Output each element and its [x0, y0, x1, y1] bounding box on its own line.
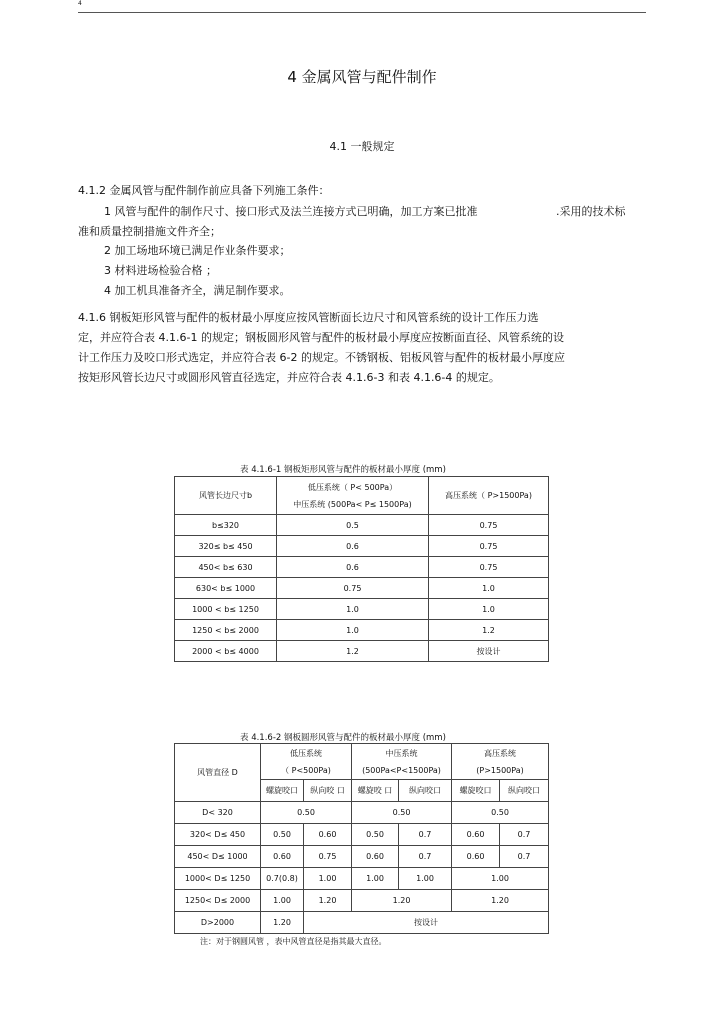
- table-row: [175, 846, 549, 868]
- table2-low-label: 低压系统: [290, 748, 322, 758]
- table-row: [175, 599, 549, 620]
- table2-cell: 0.75: [304, 846, 352, 868]
- clause-4-1-6-line1: 4.1.6 钢板矩形风管与配件的板材最小厚度应按风管断面长边尺寸和风管系统的设计工作压力选: [78, 311, 539, 324]
- table2-cell: 0.60: [304, 824, 352, 846]
- clause-4-1-2-item1: 1 风管与配件的制作尺寸、接口形式及法兰连接方式已明确，加工方案已批准: [104, 205, 478, 218]
- table1: [174, 476, 549, 662]
- table2-mid-label: 中压系统: [385, 748, 418, 758]
- table2: [174, 743, 549, 934]
- table2-d: 1000< D≤ 1250: [175, 868, 261, 890]
- table2-cell: 1.20: [352, 890, 452, 912]
- table-row: [175, 802, 549, 824]
- clause-4-1-2-item1-cont: 准和质量控制措施文件齐全；: [78, 225, 221, 238]
- table1-size: 450< b≤ 630: [175, 557, 277, 578]
- table2-sub-spiral-low: 螺旋咬口: [261, 780, 304, 802]
- table2-cell: 0.50: [352, 824, 399, 846]
- table1-low: 1.2: [277, 641, 429, 662]
- table1-size: 1000 < b≤ 1250: [175, 599, 277, 620]
- clause-4-1-2-item2: 2 加工场地环境已满足作业条件要求；: [104, 244, 291, 257]
- table1-header-mid: 中压系统 (500Pa< P≤ 1500Pa): [293, 499, 412, 509]
- table2-note: 注：对于钢圆风管 ，表中风管直径是指其最大直径。: [200, 937, 387, 946]
- table2-low-cond: （ P<500Pa): [281, 765, 331, 775]
- table2-header-high: [452, 744, 549, 780]
- table-row: [175, 557, 549, 578]
- table2-cell: 0.50: [261, 824, 304, 846]
- table1-low: 0.6: [277, 557, 429, 578]
- table1-low: 1.0: [277, 599, 429, 620]
- table2-high-label: 高压系统: [484, 748, 517, 758]
- table1-header-row: [175, 477, 549, 515]
- table1-header-size: 风管长边尺寸b: [175, 477, 277, 515]
- table2-cell: 1.20: [452, 890, 549, 912]
- table2-cell: 1.00: [399, 868, 452, 890]
- table2-cell: 1.00: [261, 890, 304, 912]
- table2-cell: 0.50: [261, 802, 352, 824]
- table2-cell: 1.20: [261, 912, 304, 934]
- table1-high: 1.0: [429, 578, 549, 599]
- table2-cell: 1.20: [304, 890, 352, 912]
- table2-cell: 0.60: [452, 824, 500, 846]
- chapter-title: 4 金属风管与配件制作: [287, 68, 437, 86]
- table2-d: 1250< D≤ 2000: [175, 890, 261, 912]
- table1-header-low-mid: [277, 477, 429, 515]
- table1-high: 0.75: [429, 515, 549, 536]
- table1-high: 按设计: [429, 641, 549, 662]
- table2-cell: 0.60: [352, 846, 399, 868]
- table2-cell: 0.7: [399, 846, 452, 868]
- clause-4-1-2-item1-tail: .采用的技术标: [556, 205, 626, 218]
- table2-cell: 按设计: [304, 912, 549, 934]
- table2-d: D>2000: [175, 912, 261, 934]
- table1-low: 0.5: [277, 515, 429, 536]
- table2-sub-long-mid: 纵向咬口: [399, 780, 452, 802]
- table2-cell: 1.00: [352, 868, 399, 890]
- table1-low: 0.75: [277, 578, 429, 599]
- table1-header-low: 低压系统（ P< 500Pa）: [307, 482, 398, 492]
- clause-4-1-2-heading: 4.1.2 金属风管与配件制作前应具备下列施工条件：: [78, 184, 330, 197]
- table-row: [175, 620, 549, 641]
- clause-4-1-6-line3: 计工作压力及咬口形式选定，并应符合表 6-2 的规定。不锈钢板、铝板风管与配件的板材最小厚度应: [78, 351, 565, 364]
- table1-size: 320≤ b≤ 450: [175, 536, 277, 557]
- table2-cell: 1.00: [452, 868, 549, 890]
- table1-size: b≤320: [175, 515, 277, 536]
- table2-cell: 0.50: [452, 802, 549, 824]
- table2-cell: 0.7(0.8): [261, 868, 304, 890]
- table-row: [175, 641, 549, 662]
- table1-size: 1250 < b≤ 2000: [175, 620, 277, 641]
- table2-cell: 1.00: [304, 868, 352, 890]
- table2-header-low: [261, 744, 352, 780]
- table2-header-row: [175, 744, 549, 780]
- table1-high: 0.75: [429, 536, 549, 557]
- table1-size: 630< b≤ 1000: [175, 578, 277, 599]
- table2-sub-spiral-mid: 螺旋咬 口: [352, 780, 399, 802]
- table1-high: 1.2: [429, 620, 549, 641]
- table2-header-mid: [352, 744, 452, 780]
- table2-cell: 0.7: [500, 846, 549, 868]
- table2-sub-long-low: 纵向咬 口: [304, 780, 352, 802]
- table1-size: 2000 < b≤ 4000: [175, 641, 277, 662]
- table2-sub-spiral-high: 螺旋咬口: [452, 780, 500, 802]
- table1-low: 1.0: [277, 620, 429, 641]
- table1-high: 1.0: [429, 599, 549, 620]
- table2-cell: 0.60: [261, 846, 304, 868]
- table1-low: 0.6: [277, 536, 429, 557]
- table-row: [175, 890, 549, 912]
- table2-cell: 0.7: [399, 824, 452, 846]
- page-number: 4: [78, 0, 82, 7]
- table-row: [175, 912, 549, 934]
- table-row: [175, 824, 549, 846]
- clause-4-1-2-item3: 3 材料进场检验合格 ；: [104, 264, 217, 277]
- table-row: [175, 536, 549, 557]
- table2-sub-long-high: 纵向咬口: [500, 780, 549, 802]
- table2-cell: 0.7: [500, 824, 549, 846]
- clause-4-1-2-item4: 4 加工机具准备齐全，满足制作要求。: [104, 284, 291, 297]
- table2-caption: 表 4.1.6-2 钢板圆形风管与配件的板材最小厚度 (mm): [240, 733, 446, 743]
- table2-cell: 0.60: [452, 846, 500, 868]
- table1-caption: 表 4.1.6-1 钢板矩形风管与配件的板材最小厚度 (mm): [240, 465, 446, 475]
- table2-d: 450< D≤ 1000: [175, 846, 261, 868]
- table-row: [175, 515, 549, 536]
- clause-4-1-6-line2: 定，并应符合表 4.1.6-1 的规定；钢板圆形风管与配件的板材最小厚度应按断面直径、风管系统的设: [78, 331, 564, 344]
- table2-header-diameter: 风管直径 D: [175, 744, 261, 802]
- table2-mid-cond: (500Pa<P<1500Pa): [362, 765, 441, 775]
- header-rule: [78, 12, 646, 13]
- section-heading: 4.1 一般规定: [329, 140, 395, 153]
- table-row: [175, 868, 549, 890]
- table2-d: D< 320: [175, 802, 261, 824]
- clause-4-1-6-line4: 按矩形风管长边尺寸或圆形风管直径选定，并应符合表 4.1.6-3 和表 4.1.6-4 的规定。: [78, 371, 500, 384]
- table2-d: 320< D≤ 450: [175, 824, 261, 846]
- table2-cell: 0.50: [352, 802, 452, 824]
- table2-high-cond: (P>1500Pa): [476, 765, 524, 775]
- table1-header-high: 高压系统（ P>1500Pa): [429, 477, 549, 515]
- table-row: [175, 578, 549, 599]
- table1-high: 0.75: [429, 557, 549, 578]
